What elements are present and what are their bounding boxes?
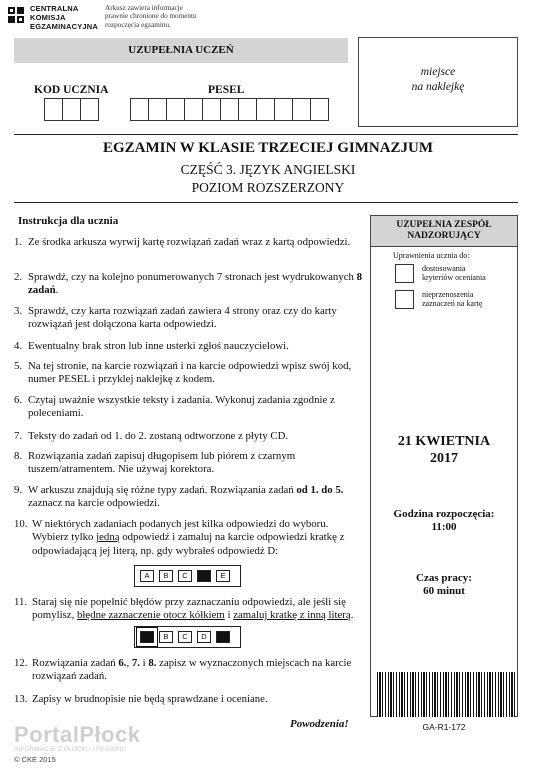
instruction-item: 12. Rozwiązania zadań 6., 7. i 8. zapisz w wyznaczonych miejscach na karcie rozwiązań zadań. <box>14 657 352 683</box>
exam-title: EGZAMIN W KLASIE TRZECIEJ GIMNAZJUM <box>102 140 434 156</box>
answer-box-c: C <box>178 570 192 582</box>
instruction-item: 1. Ze środka arkusza wyrwij kartę rozwiązań zadań wraz z kartą odpowiedzi. <box>14 236 351 248</box>
instruction-item: 2. Sprawdź, czy na kolejno ponumerowanych 7 stronach jest wydrukowanych 8 zadań. <box>14 271 363 297</box>
answer-box-e: E <box>216 570 230 582</box>
instruction-item: 11. Staraj się nie popełnić błędów przy zaznaczaniu odpowiedzi, ale jeśli się pomylisz, błędne zaznaczenie otocz kółkiem i zamaluj kratkę z inną literą. <box>14 596 354 622</box>
rights-label: Uprawnienia ucznia do: <box>393 251 470 260</box>
student-code-boxes[interactable] <box>44 98 98 121</box>
confidentiality-note: Arkusz zawiera informacje prawnie chronione do momentu rozpoczęcia egzaminu. <box>105 4 197 29</box>
student-code-label: KOD UCZNIA <box>34 84 109 96</box>
student-fill-banner: UZUPEŁNIA UCZEŃ <box>14 38 348 63</box>
cke-logo-icon <box>7 6 25 24</box>
answer-box-d-filled <box>197 570 211 582</box>
instruction-item: 7. Teksty do zadań od 1. do 2. zostaną odtworzone z płyty CD. <box>14 430 289 442</box>
exam-level: POZIOM ROZSZERZONY <box>191 180 345 195</box>
no-transfer-checkbox[interactable] <box>395 290 414 309</box>
sheet-code: GA-R1-172 <box>422 722 466 732</box>
instruction-item: 3. Sprawdź, czy karta rozwiązań zadań zawiera 4 strony oraz czy do karty rozwiązań jest dołączona karta odpowiedzi. <box>14 305 337 331</box>
adjustment-label: dostosowania kryteriów oceniania <box>422 263 486 282</box>
start-time: Godzina rozpoczęcia: 11:00 <box>393 507 495 533</box>
adjustment-checkbox[interactable] <box>395 264 414 283</box>
pesel-label: PESEL <box>208 84 245 96</box>
answer-box-e-filled <box>216 631 230 643</box>
answer-box-a: A <box>140 570 154 582</box>
instruction-item: 5. Na tej stronie, na karcie rozwiązań i na karcie odpowiedzi wpisz swój kod, numer PESEL i przyklej naklejkę z kodem. <box>14 360 352 386</box>
no-transfer-label: nieprzenoszenia zaznaczeń na kartę <box>422 289 483 308</box>
barcode <box>377 672 515 717</box>
title-top-rule <box>14 134 518 135</box>
example-answer-row-11 <box>134 626 241 648</box>
title-bottom-rule <box>14 202 518 203</box>
copyright: © CKE 2015 <box>14 755 56 764</box>
supervisor-panel <box>370 215 518 717</box>
logo-text: CENTRALNA KOMISJA EGZAMINACYJNA <box>30 4 99 31</box>
answer-box-a-circled <box>140 631 154 643</box>
portal-watermark: PortalPłock INFORMACJE Z PŁOCKU I REGIONU <box>14 722 141 753</box>
answer-box-d: D <box>197 631 211 643</box>
instruction-item: 8. Rozwiązania zadań zapisuj długopisem lub piórem z czarnym tuszem/atramentem. Nie używaj korektora. <box>14 450 296 476</box>
instructions-heading: Instrukcja dla ucznia <box>18 215 119 227</box>
exam-part: CZĘŚĆ 3. JĘZYK ANGIELSKI <box>180 162 356 177</box>
good-luck: Powodzenia! <box>290 718 349 730</box>
answer-box-c: C <box>178 631 192 643</box>
exam-date: 21 KWIETNIA 2017 <box>397 433 491 466</box>
answer-box-b: B <box>159 631 173 643</box>
pesel-boxes[interactable] <box>130 98 328 121</box>
answer-box-b: B <box>159 570 173 582</box>
sticker-placeholder: miejsce na naklejkę <box>358 37 518 127</box>
instruction-item: 10. W niektórych zadaniach podanych jest kilka odpowiedzi do wyboru. Wybierz tylko jedną odpowiedź i zamaluj na karcie odpowiedzi kratkę z odpowiadającą jej literą, np. gdy wybrałeś odpowiedź D: <box>14 518 345 557</box>
instruction-item: 4. Ewentualny brak stron lub inne usterki zgłoś nauczycielowi. <box>14 340 289 352</box>
duration: Czas pracy: 60 minut <box>416 571 472 597</box>
supervisor-panel-header: UZUPEŁNIA ZESPÓŁ NADZORUJĄCY <box>371 216 517 247</box>
instruction-item: 13. Zapisy w brudnopisie nie będą sprawdzane i oceniane. <box>14 693 268 705</box>
example-answer-row-10 <box>134 565 241 587</box>
instruction-item: 6. Czytaj uważnie wszystkie teksty i zadania. Wykonuj zadania zgodnie z poleceniami. <box>14 394 335 420</box>
instruction-item: 9. W arkuszu znajdują się różne typy zadań. Rozwiązania zadań od 1. do 5. zaznacz na karcie odpowiedzi. <box>14 484 344 510</box>
